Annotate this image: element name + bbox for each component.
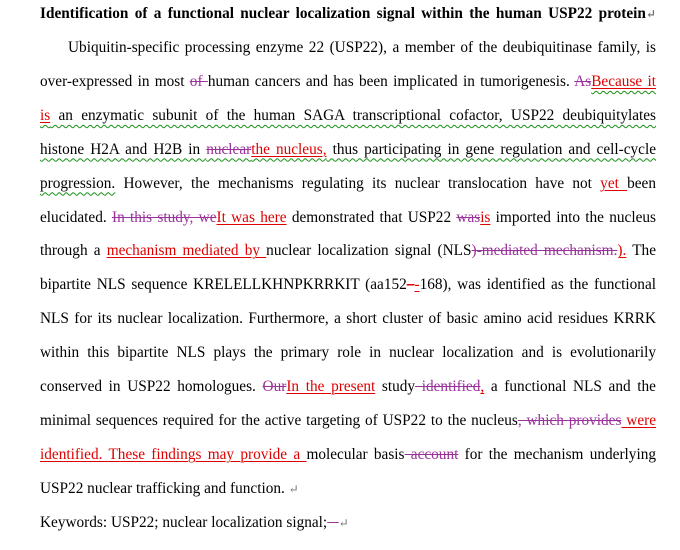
body-line-13 <box>40 438 656 472</box>
body-line-10 <box>40 336 656 370</box>
body-line-5 <box>40 167 656 201</box>
body-line-3 <box>40 99 656 133</box>
inserted-text: Because it <box>591 72 656 90</box>
body-line-1 <box>40 31 656 65</box>
grammar-wavy-underline <box>591 73 656 90</box>
body-line-7 <box>40 234 656 268</box>
body-text: 168), was identified as the functional <box>419 276 656 294</box>
keywords-line <box>40 506 656 540</box>
inserted-text: were <box>621 412 656 430</box>
inserted-text: yet <box>600 174 628 192</box>
body-text: minimal sequences required for the active targeting of USP22 to the nucleus <box>40 412 518 430</box>
body-text: elucidated. <box>40 208 112 226</box>
grammar-wavy-underline <box>40 107 50 124</box>
inserted-text: - <box>414 276 420 294</box>
body-line-6 <box>40 201 656 235</box>
grammar-wavy-underline <box>251 141 326 158</box>
body-text: conserved in USP22 homologues. <box>40 378 263 396</box>
body-text: histone H2A and H2B in <box>40 140 207 158</box>
body-text: molecular basis <box>306 445 405 463</box>
deleted-text: of <box>189 72 208 90</box>
body-line-12 <box>40 404 656 438</box>
body-text: Ubiquitin-specific processing enzyme 22 (USP22), a member of the deubiquitinase family, is <box>68 38 656 56</box>
body-text: imported into the nucleus <box>490 208 656 226</box>
body-text: study <box>375 378 416 396</box>
inserted-text: , <box>480 378 485 396</box>
body-line-4 <box>40 133 656 167</box>
grammar-wavy-underline <box>40 141 206 158</box>
body-text: over-expressed in most <box>40 72 190 90</box>
inserted-text: It was here <box>216 208 287 226</box>
body-text: progression. <box>40 174 116 192</box>
deleted-text: account <box>404 445 459 463</box>
inserted-text: ). <box>617 242 627 260</box>
inserted-text: is <box>40 106 51 124</box>
inserted-text: the nucleus, <box>251 140 327 158</box>
deleted-text <box>327 514 338 531</box>
deleted-text: – <box>406 276 415 294</box>
grammar-wavy-underline <box>40 175 115 192</box>
deleted-text: As <box>574 72 592 90</box>
body-line-2 <box>40 65 656 99</box>
paragraph-mark-icon: ↵ <box>645 7 656 21</box>
body-text: However, the mechanisms regulating its nuclear translocation have not <box>115 174 601 192</box>
body-text: been <box>627 174 656 192</box>
title-line <box>40 0 656 31</box>
body-text: Identification of a functional nuclear localization signal within the human USP22 protein <box>40 5 646 22</box>
body-text: demonstrated that USP22 <box>286 208 457 226</box>
body-text: Keywords: USP22; nuclear localization signal; <box>40 513 328 531</box>
grammar-wavy-underline <box>327 141 656 158</box>
body-text: The <box>626 242 656 260</box>
body-text: bipartite NLS sequence KRELELLKHNPKRRKIT (aa152 <box>40 276 407 294</box>
inserted-text: is <box>480 208 491 226</box>
body-text: an enzymatic subunit of the human SAGA transcriptional cofactor, USP22 deubiquitylates <box>50 106 656 124</box>
body-text: a functional NLS and the <box>484 378 656 396</box>
body-line-8 <box>40 268 656 302</box>
inserted-text: identified. These findings may provide a <box>40 445 307 463</box>
inserted-text: mechanism mediated by <box>106 242 267 260</box>
body-text: USP22 nuclear trafficking and function. <box>40 479 289 497</box>
body-line-14 <box>40 472 656 506</box>
body-text: through a <box>40 242 107 260</box>
body-text: thus participating in gene regulation and cell-cycle <box>326 140 656 158</box>
paragraph-mark-icon: ↵ <box>288 481 299 496</box>
deleted-text: nuclear <box>206 140 252 158</box>
body-line-9 <box>40 302 656 336</box>
body-line-11 <box>40 370 656 404</box>
body-text: within this bipartite NLS plays the primary role in nuclear localization and is evolutionarily <box>40 344 656 362</box>
deleted-text: In this study, we <box>111 208 217 226</box>
document-lines[interactable] <box>40 0 656 540</box>
grammar-wavy-underline <box>206 141 251 158</box>
deleted-text: )-mediated mechanism. <box>471 242 618 260</box>
deleted-text: was <box>456 208 481 226</box>
deleted-text: Our <box>262 378 287 396</box>
grammar-wavy-underline <box>50 107 656 124</box>
paragraph-mark-icon: ↵ <box>338 515 349 530</box>
body-text: for the mechanism underlying <box>458 445 656 463</box>
deleted-text: identified <box>415 378 481 396</box>
deleted-text: , which provides <box>517 412 622 430</box>
body-text: human cancers and has been implicated in tumorigenesis. <box>207 72 575 90</box>
inserted-text: In the present <box>286 378 376 396</box>
body-text: nuclear localization signal (NLS <box>266 242 472 260</box>
body-text: NLS for its nuclear localization. Furthermore, a short cluster of basic amino acid residues KRRK <box>40 310 656 328</box>
